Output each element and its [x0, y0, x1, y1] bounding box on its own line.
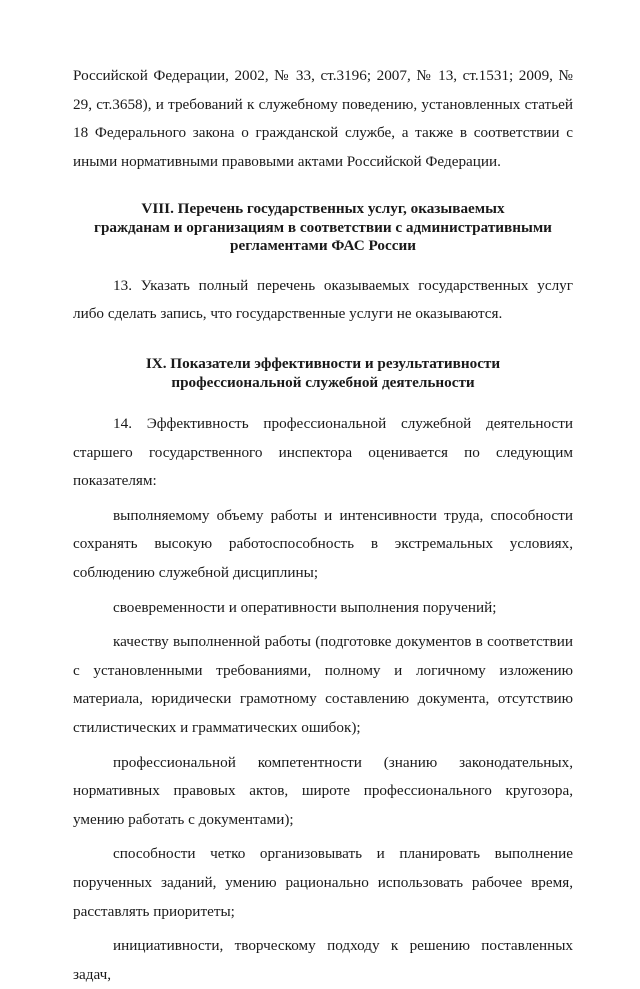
section-9-heading-line: IX. Показатели эффективности и результативности: [145, 355, 501, 373]
section-8-heading: [73, 200, 573, 256]
section-9-heading: [73, 355, 573, 392]
paragraph-14: 14. Эффективность профессиональной служебной деятельности старшего государственного инспектора оценивается по следующим показателям:: [73, 415, 573, 490]
paragraph-13: 13. Указать полный перечень оказываемых государственных услуг либо сделать запись, что государственные услуги не оказываются.: [73, 276, 573, 323]
section-8-heading-line: регламентами ФАС России: [230, 237, 416, 255]
criteria-item: профессиональной компетентности (знанию законодательных, нормативных правовых актов, широте профессионального кругозора, умению работать с документами);: [73, 753, 573, 828]
section-8-heading-line: гражданам и организациям в соответствии с административными: [94, 218, 552, 236]
criteria-item: своевременности и оперативности выполнения поручений;: [113, 598, 497, 616]
criteria-item: качеству выполненной работы (подготовке документов в соответствии с установленными требованиями, полному и логичному изложению материала, юридически грамотному составлению документа, отсутствию стилистических и грамматических ошибок);: [73, 633, 573, 736]
intro-paragraph: Российской Федерации, 2002, № 33, ст.3196; 2007, № 13, ст.1531; 2009, № 29, ст.3658), и требований к служебному поведению, установленных статьей 18 Федерального закона о гражданской службе, а также в соответствии с иными нормативными правовыми актами Российской Федерации.: [73, 67, 573, 170]
section-8-heading-line: VIII. Перечень государственных услуг, оказываемых: [141, 200, 505, 218]
criteria-item: способности четко организовывать и планировать выполнение порученных заданий, умению рационально использовать рабочее время, расставлять приоритеты;: [73, 845, 573, 920]
criteria-item: инициативности, творческому подходу к решению поставленных задач,: [73, 937, 573, 983]
section-9-heading-line: профессиональной служебной деятельности: [171, 373, 475, 391]
document-body: [73, 62, 573, 989]
criteria-item: выполняемому объему работы и интенсивности труда, способности сохранять высокую работоспособность в экстремальных условиях, соблюдению служебной дисциплины;: [73, 506, 573, 582]
